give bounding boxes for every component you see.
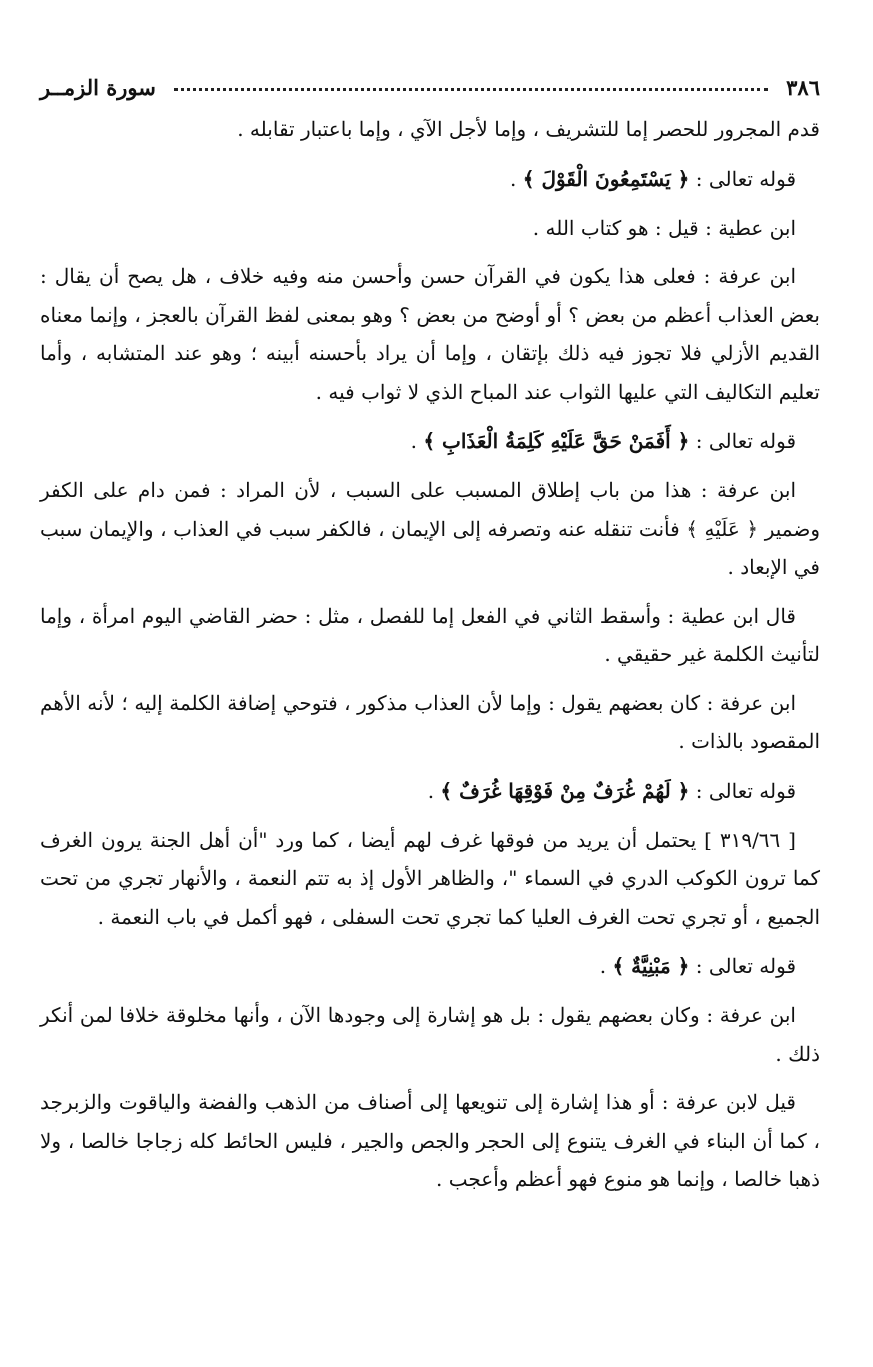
verse-heading <box>40 159 820 199</box>
commentary-paragraph: ابن عرفة : كان بعضهم يقول : وإما لأن العذاب مذكور ، فتوحي إضافة الكلمة إليه ؛ لأنه الأهم المقصود بالذات . <box>40 690 820 753</box>
header-dotted-rule <box>174 88 768 91</box>
book-page <box>40 60 820 1209</box>
quran-quote: ﴿ أَفَمَنْ حَقَّ عَلَيْهِ كَلِمَةُ الْعَذَابِ ﴾ <box>423 429 690 453</box>
commentary-paragraph: ابن عطية : قيل : هو كتاب الله . <box>532 215 796 240</box>
commentary-paragraph: قال ابن عطية : وأسقط الثاني في الفعل إما للفصل ، مثل : حضر القاضي اليوم امرأة ، وإما لتأنيث الكلمة غير حقيقي . <box>40 603 820 666</box>
verse-heading <box>40 421 820 461</box>
verse-intro: قوله تعالى : <box>689 954 796 978</box>
verse-heading <box>40 946 820 986</box>
verse-intro: قوله تعالى : <box>689 778 796 803</box>
page-header <box>40 60 820 100</box>
verse-end: . <box>599 954 613 978</box>
commentary-paragraph: قدم المجرور للحصر إما للتشريف ، وإما لأجل الآي ، وإما باعتبار تقابله . <box>237 117 820 141</box>
commentary-paragraph: [ ٣١٩/٦٦ ] يحتمل أن يريد من فوقها غرف لهم أيضا ، كما ورد "أن أهل الجنة يرون الغرف كما ترون الكوكب الدري في السماء "، والظاهر الأول إذ به تتم النعمة ، والأنهار تجري من تحت الجميع ، أو تجري تحت الغرف العليا كما تجري تحت السفلى ، فهو أكمل في باب النعمة . <box>40 827 820 929</box>
quran-quote: ﴿ لَهُمْ غُرَفٌ مِنْ فَوْقِهَا غُرَفٌ ﴾ <box>440 778 690 803</box>
verse-end: . <box>427 778 441 803</box>
surah-name: سورة الزمــر <box>40 75 156 100</box>
verse-end: . <box>410 429 424 453</box>
commentary-paragraph: قيل لابن عرفة : أو هذا إشارة إلى تنويعها إلى أصناف من الذهب والفضة والياقوت والزبرجد ، كما أن البناء في الغرف يتنوع إلى الحجر والجص والجير ، فليس الحائط كله زجاجا خالصا ، ولا ذهبا خالصا ، وإنما هو منوع فهو أعظم وأعجب . <box>40 1090 820 1191</box>
verse-heading <box>40 771 820 811</box>
quran-quote: ﴿ يَسْتَمِعُونَ الْقَوْلَ ﴾ <box>522 166 690 191</box>
verse-intro: قوله تعالى : <box>689 429 796 453</box>
commentary-paragraph: ابن عرفة : وكان بعضهم يقول : بل هو إشارة إلى وجودها الآن ، وأنها مخلوقة خلافا لمن أنكر ذلك . <box>40 1003 820 1066</box>
verse-intro: قوله تعالى : <box>689 166 796 191</box>
quran-quote: ﴿ مَبْنِيَّةٌ ﴾ <box>612 954 690 978</box>
commentary-paragraph: ابن عرفة : فعلى هذا يكون في القرآن حسن وأحسن منه وفيه خلاف ، هل يصح أن يقال : بعض العذاب أعظم من بعض ؟ أو أوضح من بعض ؟ وهو بمعنى لفظ القرآن بالعجز ، وإنما معناه القديم الأزلي فلا تجوز فيه ذلك بإتقان ، وإما أن يراد بأحسنه أبينه ؛ وهو عند المتشابه ، وأما تعليم التكاليف التي عليها الثواب عند المباح الذي لا ثواب فيه . <box>40 264 820 404</box>
page-number: ٣٨٦ <box>786 75 820 100</box>
commentary-paragraph: ابن عرفة : هذا من باب إطلاق المسبب على السبب ، لأن المراد : فمن دام على الكفر وضمير ﴿ عَلَيْهِ ﴾ فأنت تنقله عنه وتصرفه إلى الإيمان ، فالكفر سبب في العذاب ، والإيمان سبب في الإبعاد . <box>40 478 820 579</box>
page-body <box>40 110 820 1199</box>
verse-end: . <box>510 166 523 191</box>
